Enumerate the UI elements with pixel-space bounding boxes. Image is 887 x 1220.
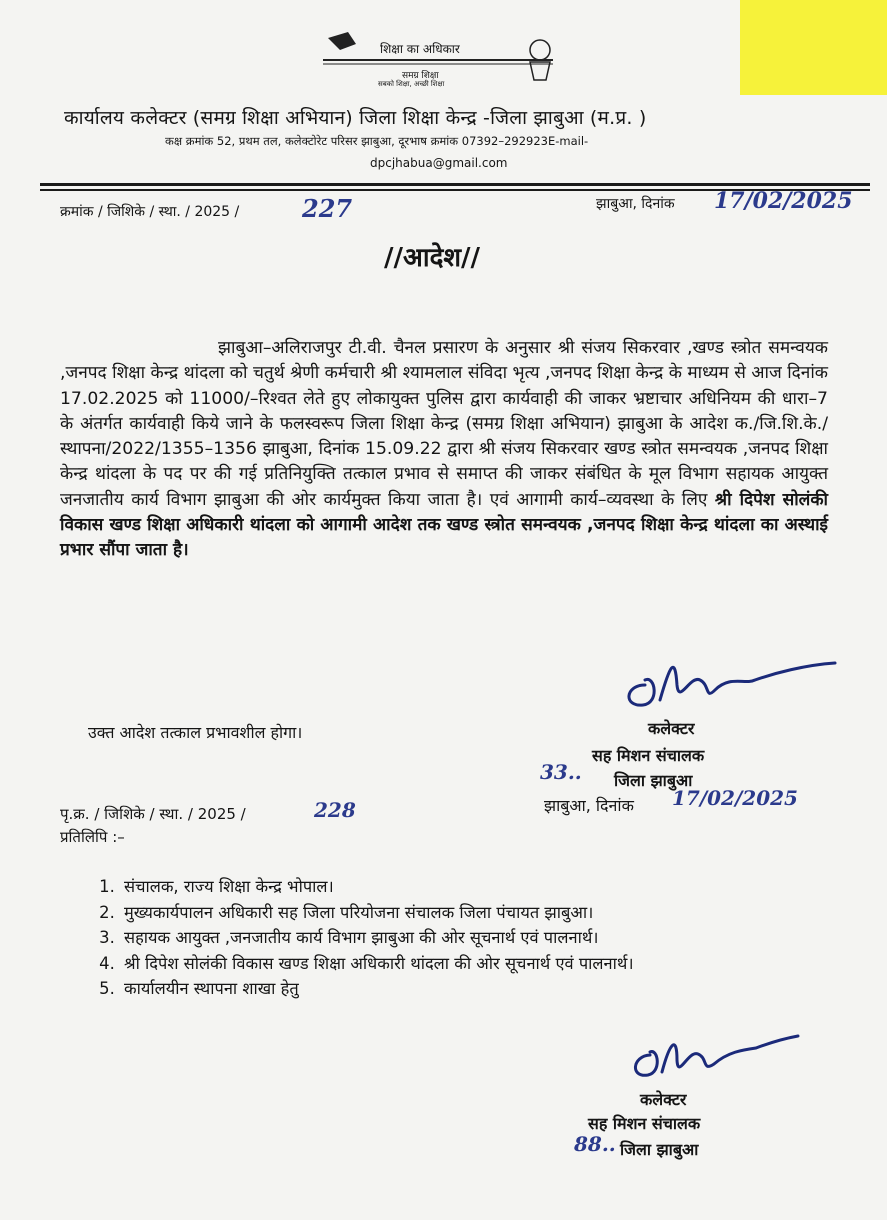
reference-prefix: क्रमांक / जिशिके / स्था. / 2025 / (60, 204, 240, 220)
copy-reference: पृ.क्र. / जिशिके / स्था. / 2025 / (60, 805, 246, 823)
signature1-date-label: झाबुआ, दिनांक (544, 796, 634, 815)
list-item: 4. श्री दिपेश सोलंकी विकास खण्ड शिक्षा अधिकारी थांदला की ओर सूचनार्थ एवं पालनार्थ। (120, 951, 820, 977)
office-heading: कार्यालय कलेक्टर (समग्र शिक्षा अभियान) जिला शिक्षा केन्द्र -जिला झाबुआ (म.प्र. ) (64, 107, 647, 129)
signature1-district: जिला झाबुआ (614, 771, 693, 790)
order-body-bold: श्री दिपेश सोलंकी विकास खण्ड शिक्षा अधिकारी थांदला को आगामी आदेश तक खण्ड स्त्रोत समन्वयक ,जनपद शिक्षा केन्द्र थांदला का अस्थाई प्रभार सौंपा जाता है। (60, 489, 828, 561)
order-body (60, 336, 828, 564)
effect-line: उक्त आदेश तत्काल प्रभावशील होगा। (88, 723, 303, 742)
reference-number: 227 (302, 194, 353, 223)
signature2-initials: 88.. (574, 1132, 616, 1156)
copy-number: 228 (314, 798, 356, 822)
signature2-icon (622, 1020, 802, 1092)
signature2-district: जिला झाबुआ (620, 1140, 699, 1159)
logo-motto: सबको शिक्षा, अच्छी शिक्षा (378, 80, 445, 88)
signature2-role: सह मिशन संचालक (588, 1114, 701, 1133)
order-body-text: झाबुआ–अलिराजपुर टी.वी. चैनल प्रसारण के अनुसार श्री संजय सिकरवार ,खण्ड स्त्रोत समन्वयक ,जनपद शिक्षा केन्द्र थांदला को चतुर्थ श्रेणी कर्मचारी श्री श्यामलाल संविदा भृत्य ,जनपद शिक्षा केन्द्र के माध्यम से आज दिनांक 17.02.2025 को 11000/–रिश्वत लेते हुए लोकायुक्त पुलिस द्वारा कार्यवाही की जाकर भ्रष्टाचार अधिनियम की धारा–7 के अंतर्गत कार्यवाही किये जाने के फलस्वरूप जिला शिक्षा केन्द्र (समग्र शिक्षा अभियान) झाबुआ के आदेश क./जि.शि.के./स्थापना/2022/1355–1356 झाबुआ, दिनांक 15.09.22 द्वारा श्री संजय सिकरवार खण्ड स्त्रोत समन्वयक ,जनपद शिक्षा केन्द्र थांदला के पद पर की गई प्रतिनियुक्ति तत्काल प्रभाव से समाप्त की जाकर संबंधित के मूल विभाग सहायक आयुक्त जनजातीय कार्य विभाग झाबुआ की ओर कार्यमुक्त किया जाता है। एवं आगामी कार्य–व्यवस्था के लिए (60, 338, 828, 510)
signature1-date: 17/02/2025 (672, 786, 798, 810)
copy-list (60, 874, 820, 1002)
office-address: कक्ष क्रमांक 52, प्रथम तल, कलेक्टोरेट परिसर झाबुआ, दूरभाष क्रमांक 07392–292923E-mail- (165, 134, 589, 148)
logo-tagline: शिक्षा का अधिकार (380, 42, 460, 56)
signature2-designation: कलेक्टर (640, 1090, 687, 1109)
list-item: 2. मुख्यकार्यपालन अधिकारी सह जिला परियोजना संचालक जिला पंचायत झाबुआ। (120, 900, 820, 926)
signature-icon (615, 645, 845, 720)
order-title: //आदेश// (384, 243, 481, 273)
signature1-initials: 33.. (540, 760, 582, 784)
list-item: 5. कार्यालयीन स्थापना शाखा हेतु (120, 976, 820, 1002)
office-email: dpcjhabua@gmail.com (370, 156, 508, 170)
header-rule (40, 183, 870, 186)
reference-date: 17/02/2025 (714, 188, 853, 214)
copy-label: प्रतिलिपि :– (60, 828, 125, 846)
sticky-note (740, 0, 887, 95)
signature1-designation: कलेक्टर (648, 719, 695, 738)
list-item: 3. सहायक आयुक्त ,जनजातीय कार्य विभाग झाबुआ की ओर सूचनार्थ एवं पालनार्थ। (120, 925, 820, 951)
logo-program: समग्र शिक्षा (402, 71, 439, 81)
signature1-role: सह मिशन संचालक (592, 746, 705, 765)
list-item: 1. संचालक, राज्य शिक्षा केन्द्र भोपाल। (120, 874, 820, 900)
reference-date-label: झाबुआ, दिनांक (596, 196, 675, 212)
